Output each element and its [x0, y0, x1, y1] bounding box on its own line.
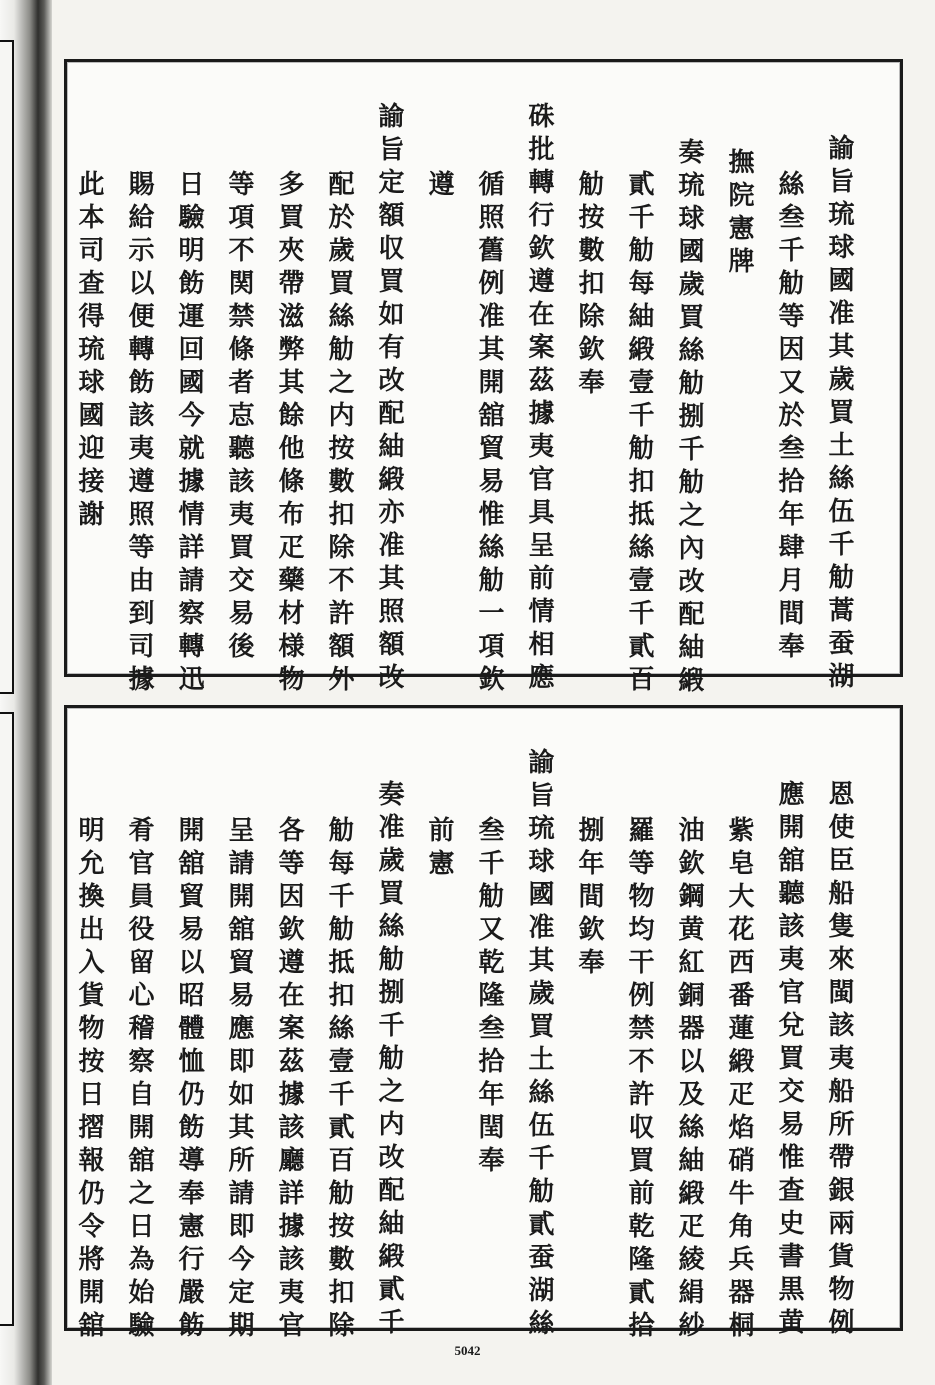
- text-column: 奏准歲買絲觔捌千觔之内改配紬緞貳千: [374, 780, 404, 1341]
- text-column: 前憲: [424, 816, 454, 882]
- text-column: 觔按數扣除欽奉: [574, 170, 604, 401]
- text-column: 此本司查得琉球國迎接謝: [74, 170, 104, 533]
- text-column: 各等因欽遵在案茲據該廳詳據該夷官: [274, 816, 304, 1344]
- text-column: 諭旨定額収買如有改配紬緞亦准其照額改: [374, 102, 404, 696]
- text-column: 諭旨琉球國准其歲買土絲伍千觔蒿蚕湖: [824, 134, 854, 695]
- text-column: 多買夾帶滋弊其餘他條布疋藥材様物: [274, 170, 304, 698]
- text-column: 叁千觔又乾隆叁拾年閏奉: [474, 816, 504, 1179]
- left-page-edge-bottom: [0, 712, 14, 1326]
- text-column: 奏琉球國歲買絲觔捌千觔之內改配紬緞: [674, 138, 704, 699]
- text-column: 配於歲買絲觔之内按數扣除不許額外: [324, 170, 354, 698]
- text-column: 肴官員役留心稽察自開舘之日為始驗: [124, 816, 154, 1344]
- bottom-document-panel: [64, 705, 903, 1344]
- left-page-edge-top: [0, 40, 14, 694]
- text-column: 開舘貿易以昭體恤仍飭導奉憲行嚴飭: [174, 816, 204, 1344]
- text-column: 紫皂大花西番蓮緞疋焰硝牛角兵器桐: [724, 816, 754, 1344]
- top-document-panel: [64, 59, 903, 699]
- text-column: 恩使臣船隻來閩該夷船所帶銀兩貨物例: [824, 780, 854, 1341]
- text-column: 呈請開舘貿易應即如其所請即今定期: [224, 816, 254, 1344]
- text-column: 循照舊例准其開舘貿易惟絲觔一項欽: [474, 170, 504, 698]
- text-column: 絲叁千觔等因又於叁拾年肆月間奉: [774, 170, 804, 665]
- page-number: 5042: [454, 1343, 481, 1358]
- text-column: 捌年間欽奉: [574, 816, 604, 981]
- text-column: 撫院憲牌: [724, 148, 754, 280]
- text-column: 等項不関禁條者怘聽該夷買交易後: [224, 170, 254, 665]
- text-column: 日驗明飭運回國今就據情詳請察轉迅: [174, 170, 204, 698]
- text-column: 應開舘聽該夷官兌買交易惟查史書黒黄: [774, 780, 804, 1341]
- text-column: 遵: [424, 170, 454, 203]
- text-column: 羅等物均干例禁不許収買前乾隆貳拾: [624, 816, 654, 1344]
- text-column: 諭旨琉球國准其歲買土絲伍千觔貳蚕湖絲: [524, 748, 554, 1342]
- text-column: 硃批轉行欽遵在案茲據夷官具呈前情相應: [524, 102, 554, 696]
- text-column: 貳千觔每紬緞壹千觔扣抵絲壹千貳百: [624, 170, 654, 698]
- text-column: 觔每千觔抵扣絲壹千貳百觔按數扣除: [324, 816, 354, 1344]
- text-column: 明允換出入貨物按日摺報仍令將開舘: [74, 816, 104, 1344]
- text-column: 賜給示以便轉飭該夷遵照等由到司據: [124, 170, 154, 698]
- text-column: 油欽鋼黄紅銅器以及絲紬緞疋綾絹紗: [674, 816, 704, 1344]
